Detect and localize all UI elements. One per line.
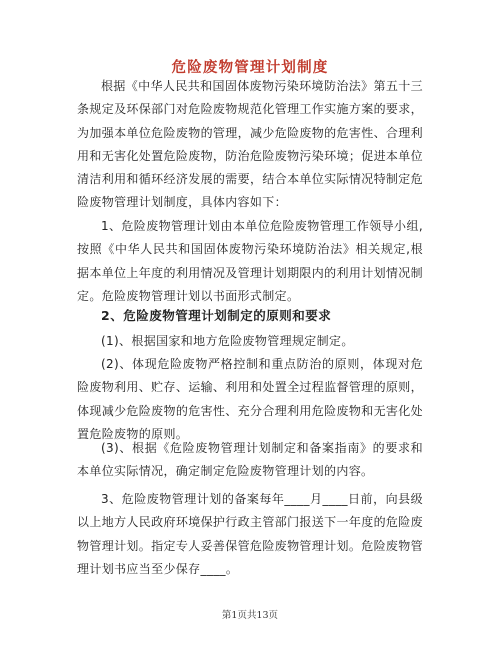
document-title: 危险废物管理计划制度: [171, 60, 329, 76]
item-2-heading: 2、危险废物管理计划制定的原则和要求: [101, 308, 332, 323]
intro-paragraph: 根据《中华人民共和国固体废物污染环境防治法》第五十三条规定及环保部门对危险废物规范化管理工作实施方案的要求，为加强本单位危险废物的管理，减少危险废物的危害性、合理利用和无害化处置危险废物，防治危险废物污染环境；促进本单位清洁利用和循环经济发展的需要，结合本单位实际情况特制定危险废物管理计划制度，具体内容如下：: [77, 79, 423, 210]
page-footer: 第1页共13页: [221, 610, 279, 621]
item-2-3-paragraph: (3)、根据《危险废物管理计划制定和备案指南》的要求和本单位实际情况，确定制定危险废物管理计划的内容。: [77, 441, 423, 479]
item-2-2-paragraph: (2)、体现危险废物严格控制和重点防治的原则，体现对危险废物利用、贮存、运输、利用和处置全过程监督管理的原则，体现减少危险废物的危害性、充分合理利用危险废物和无害化处置危险废物的原则。: [77, 357, 423, 441]
item-3-paragraph: 3、危险废物管理计划的备案每年____月____日前，向县级以上地方人民政府环境保护行政主管部门报送下一年度的危险废物管理计划。指定专人妥善保管危险废物管理计划。危险废物管理计划书应当至少保存____。: [77, 492, 423, 576]
item-2-1-paragraph: (1)、根据国家和地方危险废物管理规定制定。: [101, 334, 354, 348]
item-1-paragraph: 1、危险废物管理计划由本单位危险废物管理工作领导小组,按照《中华人民共和国固体废物污染环境防治法》相关规定,根据本单位上年度的利用情况及管理计划期限内的利用计划情况制定。危险废物管理计划以书面形式制定。: [77, 219, 423, 303]
